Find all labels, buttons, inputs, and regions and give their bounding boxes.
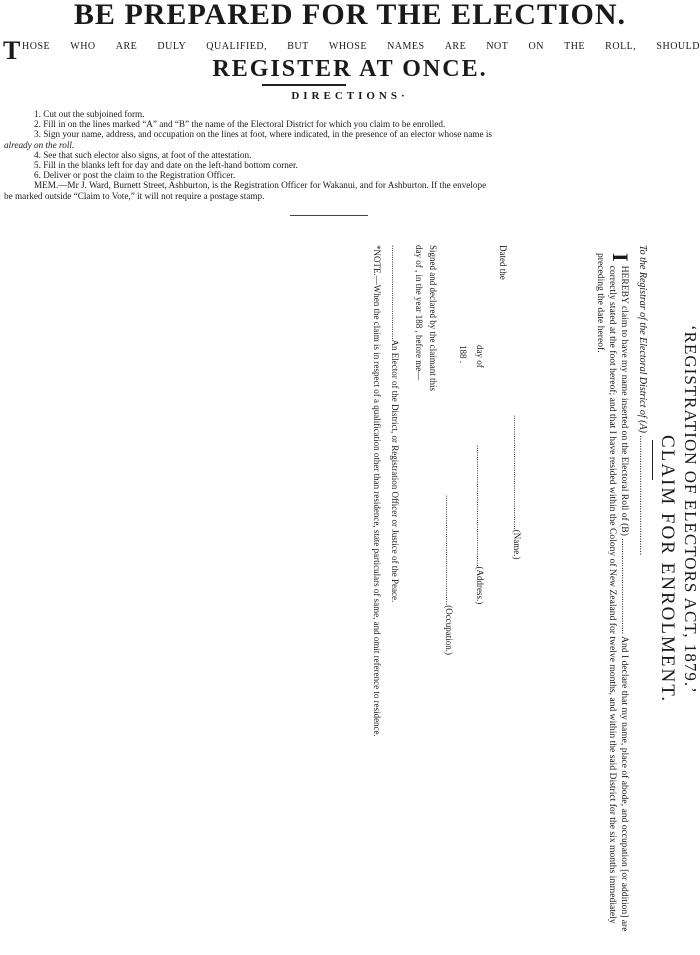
subtitle-word: SHOULD xyxy=(656,41,700,52)
subtitle-word: QUALIFIED, xyxy=(206,41,268,52)
direction-item: 4. See that such elector also signs, at foot of the attestation. xyxy=(34,149,252,160)
name-field[interactable]: ...................................................(Name.) xyxy=(512,415,522,560)
claim-title: CLAIM FOR ENROLMENT. xyxy=(657,435,678,704)
subtitle-word: HOSE xyxy=(22,41,51,52)
claim-text: HEREBY claim to have my name inserted on the Electoral Roll of (B) ........................................ And I declare that my name, place of abode, and occupation [or addition] are correctly stated at the foot hereof; and that I have resided within the Colony of New Zealand for twelve months, and within the said District for the six months immediately preceding the date hereof. xyxy=(595,253,630,932)
subtitle-word: DULY xyxy=(157,41,187,52)
subtitle-word: ROLL, xyxy=(605,41,637,52)
act-title: ‘REGISTRATION OF ELECTORS ACT, 1879.’ xyxy=(681,325,700,694)
occupation-field[interactable]: .................................................(Occupation.) xyxy=(444,495,454,655)
footnote: *NOTE.—When the claim is in respect of a qualification other than residence, state particulars of same, and omit reference to residence. xyxy=(372,245,382,737)
divider xyxy=(652,440,653,480)
subtitle-word: ARE xyxy=(444,41,467,52)
divider xyxy=(290,215,368,216)
elector-signature-field[interactable]: ..........................................An Elector of the District, or Registration Officer or Justice of the Peace. xyxy=(390,245,400,603)
direction-item: 6. Deliver or post the claim to the Registration Officer. xyxy=(34,170,236,181)
headline: BE PREPARED FOR THE ELECTION. xyxy=(73,0,627,31)
subtitle-word: NOT xyxy=(486,41,509,52)
address-field[interactable]: ......................................................(Address.) xyxy=(475,445,485,605)
subtitle-word: ARE xyxy=(115,41,138,52)
subtitle-word: BUT xyxy=(287,41,309,52)
dropcap: T xyxy=(3,36,21,65)
subtitle-word: WHO xyxy=(70,41,96,52)
direction-item: 5. Fill in the blanks left for day and date on the left-hand bottom corner. xyxy=(34,160,298,171)
signed-label: Signed and declared by the claimant this xyxy=(428,245,438,391)
signed-day-label: day of , in the year 188 , before me— xyxy=(414,245,424,381)
directions-list xyxy=(4,109,698,201)
subtitle-line xyxy=(22,41,700,52)
to-registrar: To the Registrar of the Electoral District of (A) ................................................ xyxy=(637,245,648,556)
dated-label: Dated the xyxy=(498,245,508,280)
divider xyxy=(262,84,346,86)
subtitle-word: THE xyxy=(564,41,586,52)
subtitle-word: WHOSE xyxy=(328,41,367,52)
year-label: 188 . xyxy=(458,345,468,363)
subtitle-word: NAMES xyxy=(387,41,425,52)
direction-item: 3. Sign your name, address, and occupation on the lines at foot, where indicated, in the presence of an elector whose name is xyxy=(34,129,492,140)
direction-item: 1. Cut out the subjoined form. xyxy=(34,109,145,119)
subtitle-word: ON xyxy=(528,41,544,52)
claim-dropcap: I xyxy=(608,253,633,262)
memo-line: be marked outside “Claim to Vote,” it will not require a postage stamp. xyxy=(4,190,265,201)
register-heading: REGISTER AT ONCE. xyxy=(212,56,488,82)
claim-body xyxy=(594,253,633,953)
direction-item: 2. Fill in on the lines marked “A” and “B” the name of the Electoral District for which you claim to be enrolled. xyxy=(34,119,446,130)
memo-line: MEM.—Mr J. Ward, Burnett Street, Ashburton, is the Registration Officer for Wakanui, and for Ashburton. If the envelope xyxy=(34,180,487,191)
directions-title: DIRECTIONS· xyxy=(291,90,409,102)
day-of-label: day of xyxy=(475,345,485,368)
direction-item: already on the roll. xyxy=(4,139,75,150)
claim-form xyxy=(245,245,700,955)
